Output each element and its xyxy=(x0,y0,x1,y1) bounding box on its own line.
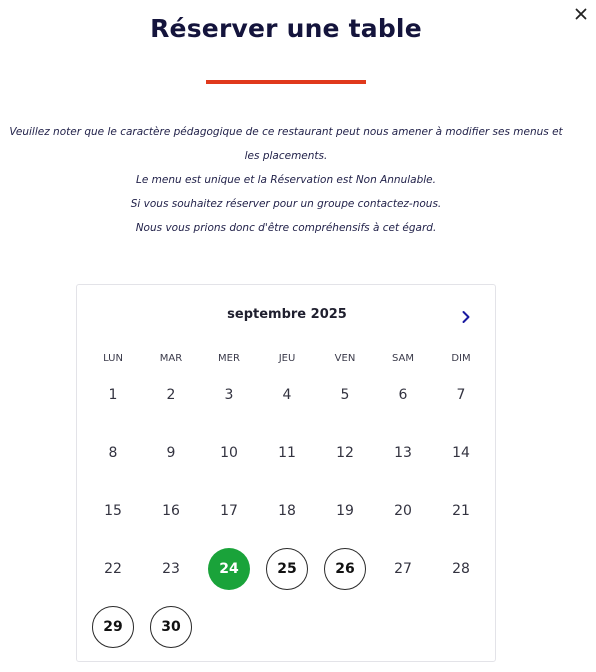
next-month-button[interactable] xyxy=(459,309,473,325)
calendar-day-number: 9 xyxy=(166,445,176,461)
calendar-day xyxy=(200,489,258,533)
calendar-day-available[interactable] xyxy=(84,605,142,649)
calendar-day xyxy=(142,373,200,417)
calendar-day-number: 7 xyxy=(456,387,466,403)
calendar-day-number: 21 xyxy=(452,503,470,519)
calendar-day-available[interactable] xyxy=(258,547,316,591)
calendar-day xyxy=(258,431,316,475)
calendar-day xyxy=(142,547,200,591)
calendar-day xyxy=(84,431,142,475)
calendar-day xyxy=(258,489,316,533)
notice-line: Nous vous prions donc d'être compréhensifs à cet égard. xyxy=(135,222,437,234)
calendar-day xyxy=(374,547,432,591)
close-icon xyxy=(575,8,587,20)
weekday-label: LUN xyxy=(103,352,123,364)
calendar-day-number: 24 xyxy=(208,548,250,590)
calendar-day xyxy=(84,373,142,417)
title-underline xyxy=(206,80,366,84)
calendar-day xyxy=(432,431,490,475)
weekday-label: SAM xyxy=(391,352,414,364)
calendar-day xyxy=(432,489,490,533)
calendar-day xyxy=(84,489,142,533)
calendar-empty-cell xyxy=(316,605,374,649)
calendar-day-number: 29 xyxy=(92,606,134,648)
weekday-label: MAR xyxy=(159,352,183,364)
calendar-day xyxy=(142,431,200,475)
calendar-month-label: septembre 2025 xyxy=(227,307,347,322)
calendar-week-row xyxy=(84,489,490,533)
calendar-day-number: 5 xyxy=(340,387,350,403)
calendar-day-number: 23 xyxy=(162,561,180,577)
calendar-day-number: 1 xyxy=(108,387,118,403)
calendar-day xyxy=(84,547,142,591)
modal-title: Réserver une table xyxy=(150,14,422,43)
calendar-day-number: 27 xyxy=(394,561,412,577)
calendar-day-number: 6 xyxy=(398,387,408,403)
notice-line: Si vous souhaitez réserver pour un groupe contactez-nous. xyxy=(130,198,442,210)
calendar-day xyxy=(258,373,316,417)
calendar-day-number: 12 xyxy=(336,445,354,461)
calendar-day-number: 22 xyxy=(104,561,122,577)
calendar-day-number: 19 xyxy=(336,503,354,519)
calendar-day xyxy=(432,373,490,417)
close-button[interactable] xyxy=(572,5,590,23)
weekday-label: DIM xyxy=(451,352,471,364)
calendar-empty-cell xyxy=(258,605,316,649)
calendar-day-number: 15 xyxy=(104,503,122,519)
weekday-label: JEU xyxy=(278,352,296,364)
calendar-day-number: 10 xyxy=(220,445,238,461)
calendar-day-number: 16 xyxy=(162,503,180,519)
calendar-day xyxy=(316,431,374,475)
reservation-notice xyxy=(8,120,564,240)
calendar-day xyxy=(142,489,200,533)
weekday-label: MER xyxy=(218,352,240,364)
calendar-day-number: 25 xyxy=(266,548,308,590)
calendar-day-number: 20 xyxy=(394,503,412,519)
calendar-day-number: 17 xyxy=(220,503,238,519)
chevron-right-icon xyxy=(459,309,473,325)
calendar-empty-cell xyxy=(200,605,258,649)
calendar-day xyxy=(374,373,432,417)
calendar-day xyxy=(200,431,258,475)
notice-line: Le menu est unique et la Réservation est Non Annulable. xyxy=(136,174,436,186)
calendar-day xyxy=(374,431,432,475)
calendar-day xyxy=(200,373,258,417)
calendar-day-number: 26 xyxy=(324,548,366,590)
calendar-day xyxy=(374,489,432,533)
calendar-day xyxy=(316,489,374,533)
calendar-day-number: 4 xyxy=(282,387,292,403)
calendar-day-number: 13 xyxy=(394,445,412,461)
calendar-week-row xyxy=(84,605,490,649)
calendar-empty-cell xyxy=(432,605,490,649)
date-picker-calendar xyxy=(76,284,496,662)
calendar-day-number: 11 xyxy=(278,445,296,461)
calendar-day xyxy=(432,547,490,591)
calendar-week-row xyxy=(84,431,490,475)
calendar-day-selected[interactable] xyxy=(200,547,258,591)
weekday-label: VEN xyxy=(334,352,356,364)
calendar-day-number: 18 xyxy=(278,503,296,519)
calendar-day-number: 3 xyxy=(224,387,234,403)
weekday-header-row xyxy=(84,351,490,365)
calendar-day-number: 14 xyxy=(452,445,470,461)
notice-line: Veuillez noter que le caractère pédagogique de ce restaurant peut nous amener à modifier ses menus et xyxy=(9,126,563,138)
calendar-day-number: 2 xyxy=(166,387,176,403)
calendar-day-number: 8 xyxy=(108,445,118,461)
calendar-day xyxy=(316,373,374,417)
calendar-day-available[interactable] xyxy=(316,547,374,591)
calendar-day-number: 30 xyxy=(150,606,192,648)
calendar-day-number: 28 xyxy=(452,561,470,577)
calendar-empty-cell xyxy=(374,605,432,649)
calendar-day-available[interactable] xyxy=(142,605,200,649)
calendar-week-row xyxy=(84,547,490,591)
notice-line: les placements. xyxy=(244,150,328,162)
calendar-week-row xyxy=(84,373,490,417)
